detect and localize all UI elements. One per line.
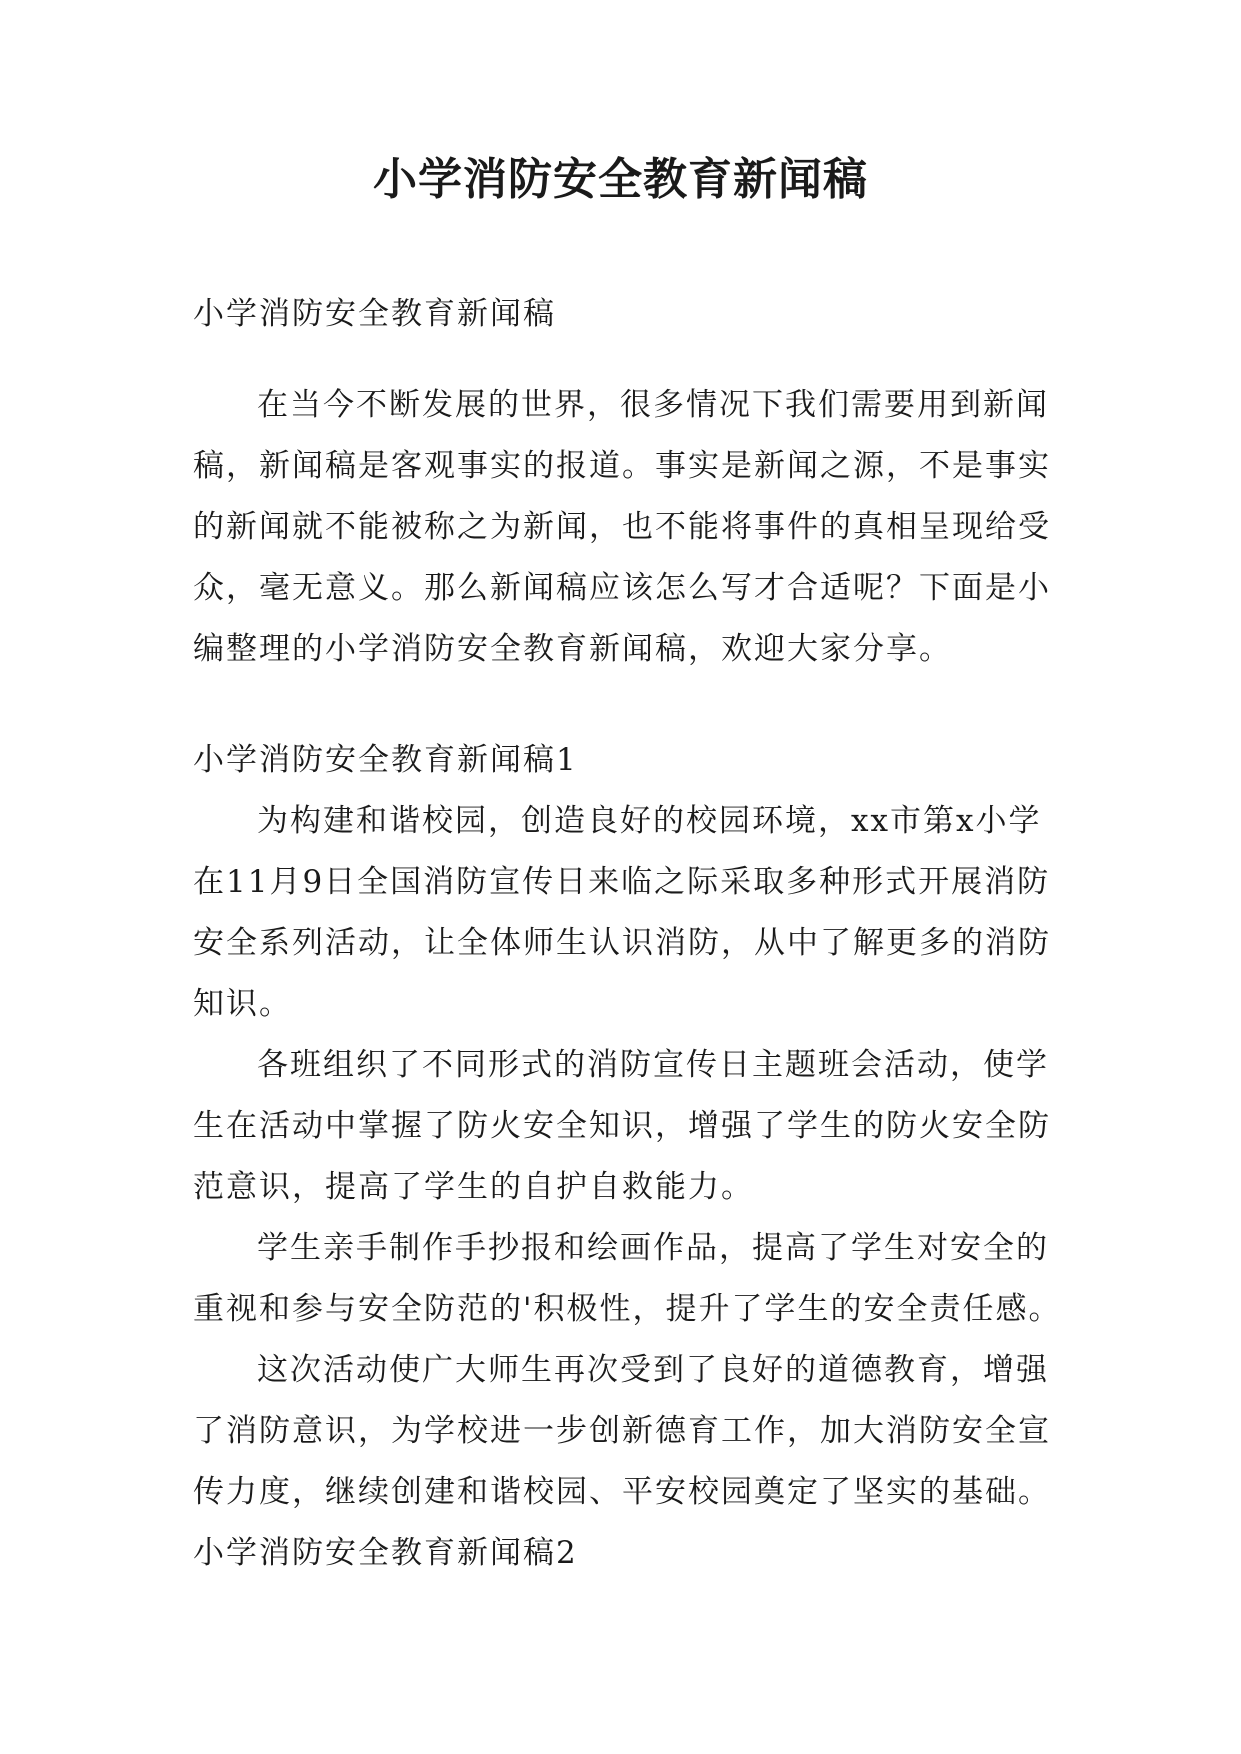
section-1-heading: 小学消防安全教育新闻稿1 [193, 742, 578, 778]
intro-paragraph: 在当今不断发展的世界，很多情况下我们需要用到新闻稿，新闻稿是客观事实的报道。事实是新闻之源，不是事实的新闻就不能被称之为新闻，也不能将事件的真相呈现给受众，毫无意义。那么新闻稿应该怎么写才合适呢？下面是小编整理的小学消防安全教育新闻稿，欢迎大家分享。 [193, 387, 1051, 667]
section-1-paragraph-2: 各班组织了不同形式的消防宣传日主题班会活动，使学生在活动中掌握了防火安全知识，增强了学生的防火安全防范意识，提高了学生的自护自救能力。 [193, 1047, 1051, 1205]
section-1-paragraph-1: 为构建和谐校园，创造良好的校园环境，xx市第x小学在11月9日全国消防宣传日来临之际采取多种形式开展消防安全系列活动，让全体师生认识消防，从中了解更多的消防知识。 [193, 803, 1051, 1022]
document-body [193, 284, 1073, 1584]
section-2-heading: 小学消防安全教育新闻稿2 [193, 1535, 578, 1571]
section-1-paragraph-4: 这次活动使广大师生再次受到了良好的道德教育，增强了消防意识，为学校进一步创新德育工作，加大消防安全宣传力度，继续创建和谐校园、平安校园奠定了坚实的基础。 [193, 1352, 1051, 1510]
document-title: 小学消防安全教育新闻稿 [373, 154, 868, 205]
section-1-paragraph-3: 学生亲手制作手抄报和绘画作品，提高了学生对安全的重视和参与安全防范的'积极性，提升了学生的安全责任感。 [193, 1230, 1062, 1327]
document-subtitle: 小学消防安全教育新闻稿 [193, 296, 556, 332]
